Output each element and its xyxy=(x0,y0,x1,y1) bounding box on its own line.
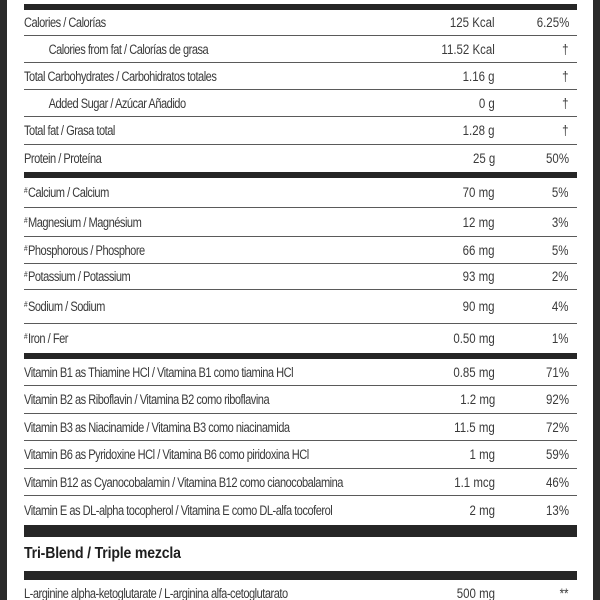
nutrient-amount: 90 mg xyxy=(463,299,495,314)
right-border xyxy=(593,0,600,600)
nutrient-amount: 66 mg xyxy=(463,242,495,258)
macros-section xyxy=(24,10,577,172)
nutrient-row-vitamin-b1 xyxy=(24,359,577,386)
nutrient-amount: 93 mg xyxy=(463,269,495,284)
nutrient-row-total-carbohydrates xyxy=(24,63,577,90)
nutrient-daily-value: 92% xyxy=(546,392,569,407)
nutrient-row-calories-from-fat xyxy=(24,36,577,63)
nutrition-facts-panel xyxy=(24,0,577,600)
nutrient-label: #Magnesium / Magnésium xyxy=(24,214,142,230)
nutrient-amount: 1.28 g xyxy=(463,123,495,138)
nutrient-label: Vitamin B6 as Pyridoxine HCl / Vitamina B6 como piridoxina HCl xyxy=(24,447,309,462)
footnote-mark: # xyxy=(24,215,28,225)
footnote-mark: # xyxy=(24,186,28,195)
nutrient-amount: 1.1 mcg xyxy=(454,474,495,490)
divider-blend xyxy=(24,525,577,537)
nutrient-amount: 125 Kcal xyxy=(450,15,495,30)
nutrient-row-vitamin-b6 xyxy=(24,441,577,469)
nutrient-daily-value: 2% xyxy=(552,269,569,284)
nutrient-daily-value: † xyxy=(562,68,569,84)
left-border xyxy=(0,0,7,600)
nutrient-daily-value: 13% xyxy=(546,503,569,518)
nutrient-daily-value: † xyxy=(562,95,569,111)
nutrient-label: #Potassium / Potassium xyxy=(24,269,131,284)
nutrient-amount: 1 mg xyxy=(469,447,495,462)
footnote-mark: # xyxy=(24,332,28,341)
nutrient-amount: 70 mg xyxy=(463,185,495,200)
ingredient-label: L-arginine alpha-ketoglutarate / L-arginina alfa-cetoglutarato xyxy=(24,586,288,600)
nutrient-row-vitamin-e xyxy=(24,496,577,525)
nutrient-label: Vitamin E as DL-alpha tocopherol / Vitamina E como DL-alfa tocoferol xyxy=(24,503,333,518)
nutrient-amount: 0.85 mg xyxy=(453,364,495,380)
nutrient-daily-value: 6.25% xyxy=(536,15,569,30)
vitamins-section xyxy=(24,359,577,525)
nutrient-row-added-sugar xyxy=(24,90,577,117)
nutrient-row-total-fat xyxy=(24,117,577,145)
blend-section xyxy=(24,537,577,600)
nutrient-label: #Calcium / Calcium xyxy=(24,185,109,200)
nutrient-daily-value: 50% xyxy=(546,151,569,166)
nutrient-daily-value: 46% xyxy=(546,474,569,490)
nutrient-label: Calories / Calorías xyxy=(24,15,106,30)
nutrient-amount: 11.5 mg xyxy=(454,419,495,435)
nutrient-daily-value: 59% xyxy=(546,447,569,462)
nutrient-row-calories xyxy=(24,10,577,36)
nutrient-row-protein xyxy=(24,145,577,172)
nutrient-amount: 0 g xyxy=(479,95,495,111)
blend-title: Tri-Blend / Triple mezcla xyxy=(24,545,181,562)
nutrient-daily-value: 4% xyxy=(552,299,569,314)
ingredient-daily-value: ** xyxy=(560,586,569,600)
nutrient-row-vitamin-b3 xyxy=(24,414,577,441)
nutrient-daily-value: 5% xyxy=(552,185,569,200)
nutrient-row-vitamin-b12 xyxy=(24,469,577,496)
nutrient-label: Vitamin B1 as Thiamine HCl / Vitamina B1 como tiamina HCl xyxy=(24,364,294,380)
nutrient-daily-value: 71% xyxy=(546,364,569,380)
nutrient-daily-value: † xyxy=(562,41,569,57)
footnote-mark: # xyxy=(24,270,28,279)
nutrient-daily-value: 1% xyxy=(552,331,569,346)
nutrient-amount: 11.52 Kcal xyxy=(441,41,495,57)
nutrient-amount: 2 mg xyxy=(469,503,495,518)
nutrient-label: Added Sugar / Azúcar Añadido xyxy=(48,95,186,111)
nutrient-row-vitamin-b2 xyxy=(24,386,577,414)
nutrient-label: #Sodium / Sodium xyxy=(24,299,105,314)
nutrient-label: Calories from fat / Calorías de grasa xyxy=(48,41,209,57)
nutrient-label: Total Carbohydrates / Carbohidratos totales xyxy=(24,68,217,84)
nutrient-label: Total fat / Grasa total xyxy=(24,123,115,138)
minerals-section xyxy=(24,178,577,353)
nutrient-label: #Iron / Fer xyxy=(24,331,68,346)
blend-row-l-arginine-akg xyxy=(24,580,577,600)
nutrient-label: Vitamin B12 as Cyanocobalamin / Vitamina B12 como cianocobalamina xyxy=(24,474,343,490)
nutrient-row-potassium xyxy=(24,264,577,290)
nutrient-amount: 25 g xyxy=(472,151,495,166)
footnote-mark: # xyxy=(24,243,28,253)
footnote-mark: # xyxy=(24,300,28,309)
divider-blend-items xyxy=(24,571,577,580)
nutrient-daily-value: † xyxy=(562,123,569,138)
nutrient-daily-value: 5% xyxy=(552,242,569,258)
nutrient-row-iron xyxy=(24,324,577,353)
nutrient-amount: 12 mg xyxy=(463,214,495,230)
nutrient-row-phosphorous xyxy=(24,237,577,264)
nutrient-amount: 1.2 mg xyxy=(459,392,495,407)
nutrient-daily-value: 72% xyxy=(546,419,569,435)
nutrient-label: Vitamin B3 as Niacinamide / Vitamina B3 como niacinamida xyxy=(24,419,290,435)
nutrient-daily-value: 3% xyxy=(552,214,569,230)
nutrient-label: Vitamin B2 as Riboflavin / Vitamina B2 como riboflavina xyxy=(24,392,270,407)
nutrient-amount: 0.50 mg xyxy=(453,331,495,346)
nutrient-row-calcium xyxy=(24,178,577,208)
nutrient-label: Protein / Proteína xyxy=(24,151,102,166)
nutrient-label: #Phosphorous / Phosphore xyxy=(24,242,145,258)
ingredient-amount: 500 mg xyxy=(456,586,495,600)
nutrient-row-sodium xyxy=(24,290,577,324)
nutrient-row-magnesium xyxy=(24,208,577,237)
nutrient-amount: 1.16 g xyxy=(463,68,495,84)
